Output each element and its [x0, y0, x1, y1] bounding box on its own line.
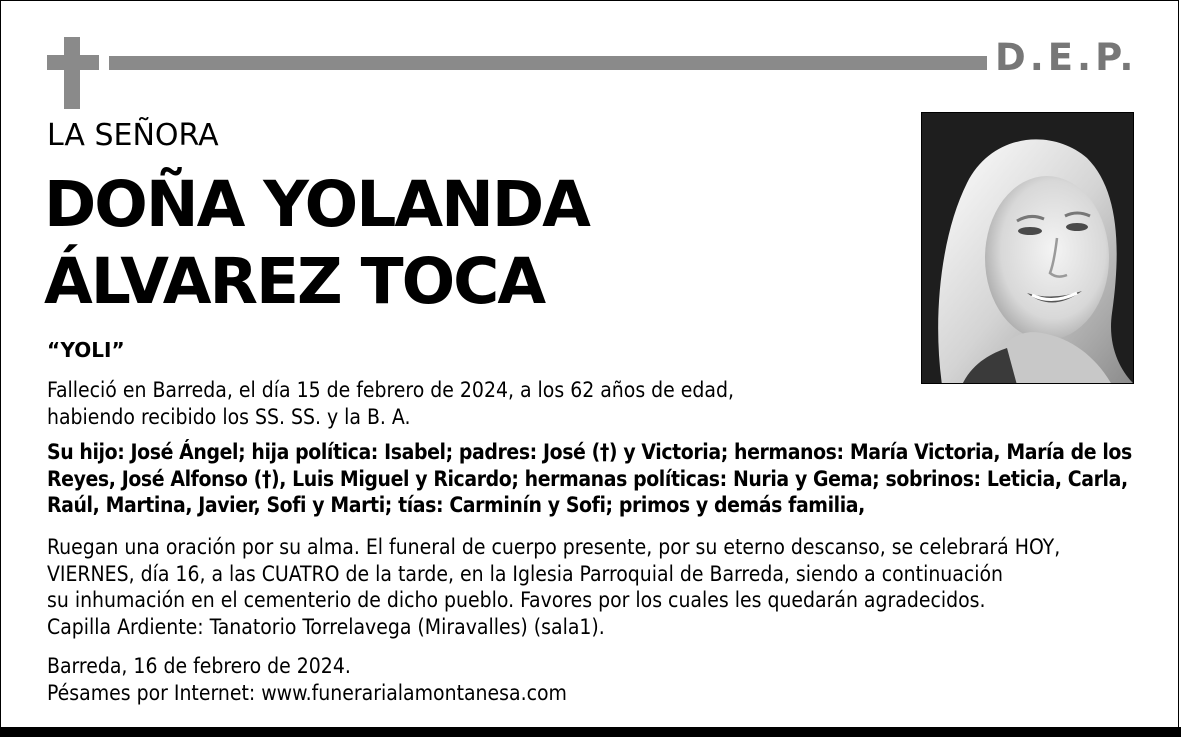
text-line: habiendo recibido los SS. SS. y la B. A.	[47, 404, 411, 429]
nickname: “YOLI”	[47, 338, 125, 362]
announcement-paragraph	[47, 377, 734, 430]
portrait-photo	[921, 112, 1134, 384]
text-line: su inhumación en el cementerio de dicho pueblo. Favores por los cuales les quedarán agradecidos.	[47, 588, 986, 612]
text-line: Raúl, Martina, Javier, Sofi y Marti; tías: Carminín y Sofi; primos y demás familia,	[47, 493, 865, 517]
bottom-rule	[0, 727, 1181, 737]
text-line: Falleció en Barreda, el día 15 de febrero de 2024, a los 62 años de edad,	[47, 378, 735, 402]
service-paragraph	[47, 534, 1060, 640]
dep-label: D.E.P.	[995, 36, 1138, 79]
footer-paragraph	[47, 653, 567, 706]
text-line: Ruegan una oración por su alma. El funeral de cuerpo presente, por su eterno descanso, se celebrará HOY,	[47, 535, 1061, 559]
name-line: ÁLVAREZ TOCA	[44, 245, 545, 318]
honorific: LA SEÑORA	[47, 118, 219, 153]
deceased-name	[44, 166, 589, 320]
header-rule	[109, 56, 987, 70]
text-line: Su hijo: José Ángel; hija política: Isabel; padres: José (†) y Victoria; hermanos: María Victoria, María de los	[47, 440, 1132, 464]
text-line: Pésames por Internet: www.funerarialamontanesa.com	[47, 680, 567, 705]
name-line: DOÑA YOLANDA	[44, 168, 589, 241]
text-line: Reyes, José Alfonso (†), Luis Miguel y Ricardo; hermanas políticas: Nuria y Gema; sobrinos: Leticia, Carla,	[47, 466, 1128, 491]
text-line: Capilla Ardiente: Tanatorio Torrelavega (Miravalles) (sala1).	[47, 614, 605, 639]
family-paragraph	[47, 439, 1132, 519]
text-line: VIERNES, día 16, a las CUATRO de la tarde, en la Iglesia Parroquial de Barreda, siendo a continuación	[47, 561, 1004, 586]
text-line: Barreda, 16 de febrero de 2024.	[47, 654, 351, 678]
cross-icon	[47, 37, 99, 109]
